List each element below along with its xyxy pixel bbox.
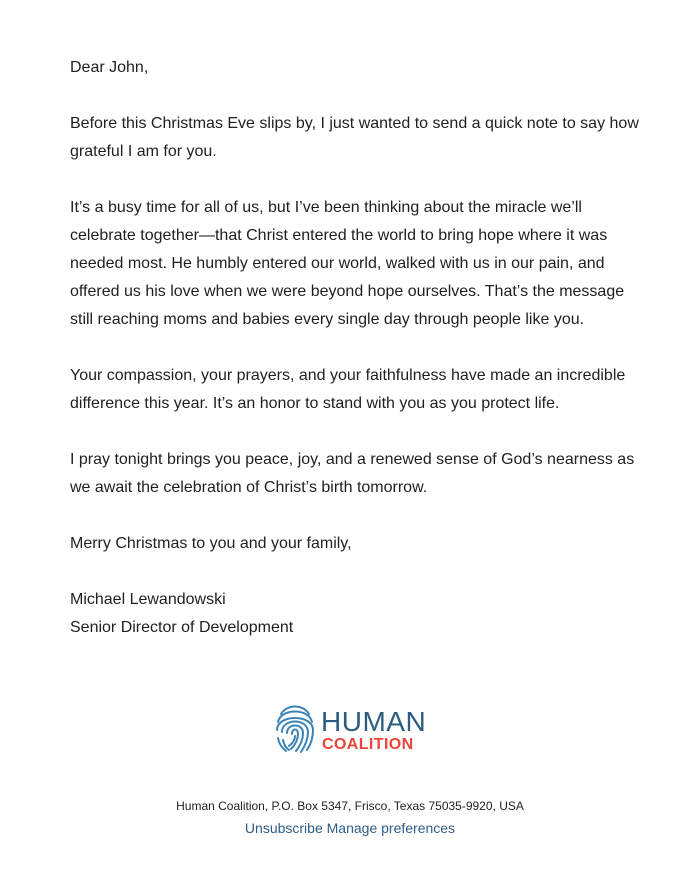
manage-preferences-link[interactable]: Manage preferences (326, 820, 456, 836)
signature (70, 586, 650, 642)
signature-title: Senior Director of Development (70, 619, 294, 636)
fingerprint-icon (273, 700, 317, 756)
letter-body (70, 54, 650, 642)
footer-address: Human Coalition, P.O. Box 5347, Frisco, Texas 75035-9920, USA (176, 799, 524, 813)
footer-links (0, 818, 700, 838)
logo-word-coalition: COALITION (322, 736, 414, 753)
signature-name: Michael Lewandowski (70, 591, 226, 608)
closing: Merry Christmas to you and your family, (70, 535, 352, 552)
unsubscribe-link[interactable]: Unsubscribe (244, 820, 323, 836)
paragraph-2: It’s a busy time for all of us, but I’ve been thinking about the miracle we’ll celebrate together—that Christ entered the world to bring hope where it was needed most. He humbly entered our world, walked with us in our pain, and offered us his love when we were beyond hope ourselves. That’s the message still reaching moms and babies every single day through people like you. (70, 199, 625, 328)
paragraph-4: I pray tonight brings you peace, joy, and a renewed sense of God’s nearness as we await the celebration of Christ’s birth tomorrow. (70, 451, 635, 496)
greeting: Dear John, (70, 59, 149, 76)
paragraph-3: Your compassion, your prayers, and your faithfulness have made an incredible difference this year. It’s an honor to stand with you as you protect life. (70, 367, 626, 412)
paragraph-1: Before this Christmas Eve slips by, I just wanted to send a quick note to say how grateful I am for you. (70, 115, 639, 160)
human-coalition-logo (273, 700, 443, 760)
logo-word-human: HUMAN (321, 706, 427, 737)
